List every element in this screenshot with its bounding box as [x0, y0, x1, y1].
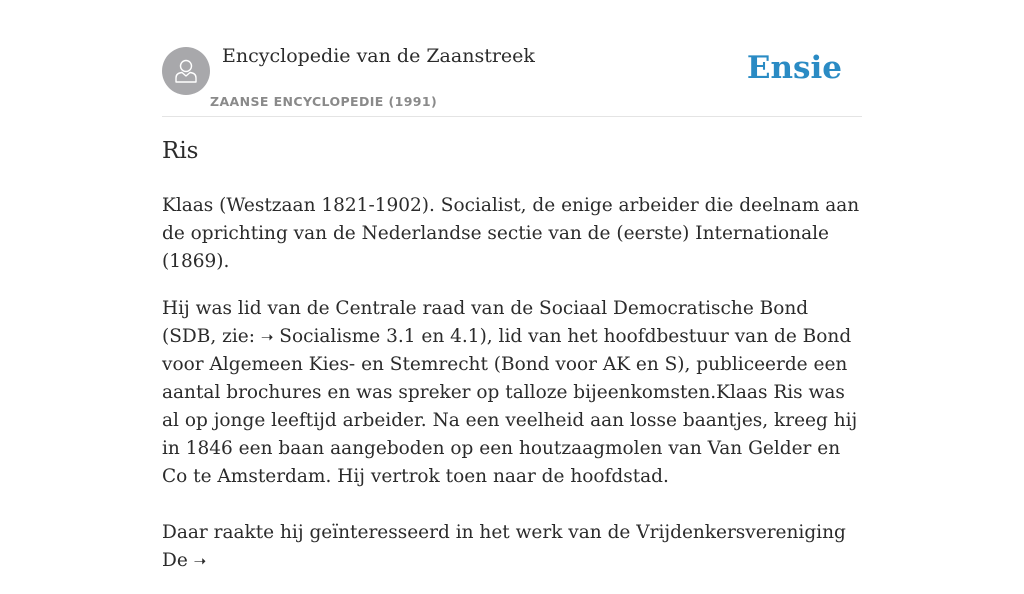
source-title[interactable]: Encyclopedie van de Zaanstreek	[222, 45, 535, 67]
arrow-icon: ➝	[260, 328, 274, 346]
cross-reference-link[interactable]	[194, 550, 207, 571]
entry-paragraph: Klaas (Westzaan 1821-1902). Socialist, de enige arbeider die deelnam aan de oprichting van de Nederlandse sectie van de (eerste) Internationale (1869).	[162, 195, 860, 272]
entry-paragraph	[162, 295, 862, 491]
page-header	[162, 0, 862, 117]
user-icon	[171, 56, 201, 86]
paragraph-text: ), lid van het hoofdbestuur van de Bond voor Algemeen Kies- en Stemrecht (Bond voor AK en S), publiceerde een aantal brochures en was spreker op talloze bijeenkomsten.Klaas Ris was al op jonge leeftijd arbeider. Na een veelheid aan losse baantjes, kreeg hij in 1846 een baan aangeboden op een houtzaagmolen van Van Gelder en Co te Amsterdam. Hij vertrok toen naar de hoofdstad.	[162, 326, 858, 487]
entry-paragraph	[162, 519, 862, 575]
ensie-logo[interactable]: Ensie	[746, 50, 842, 86]
source-subtitle: ZAANSE ENCYCLOPEDIE (1991)	[210, 94, 438, 109]
paragraph-text: Daar raakte hij geïnteresseerd in het werk van de Vrijdenkersvereniging De	[162, 522, 846, 571]
avatar[interactable]	[162, 47, 210, 95]
paragraph-text: Hij was lid van de Centrale raad van de Sociaal Democratische Bond (SDB, zie:	[162, 298, 809, 347]
entry-title: Ris	[162, 138, 199, 164]
cross-reference-link[interactable]	[261, 326, 480, 347]
entry-page	[162, 0, 862, 571]
entry-body	[162, 192, 862, 594]
arrow-icon: ➝	[193, 552, 207, 570]
cross-reference-label: Socialisme 3.1 en 4.1	[279, 326, 480, 347]
